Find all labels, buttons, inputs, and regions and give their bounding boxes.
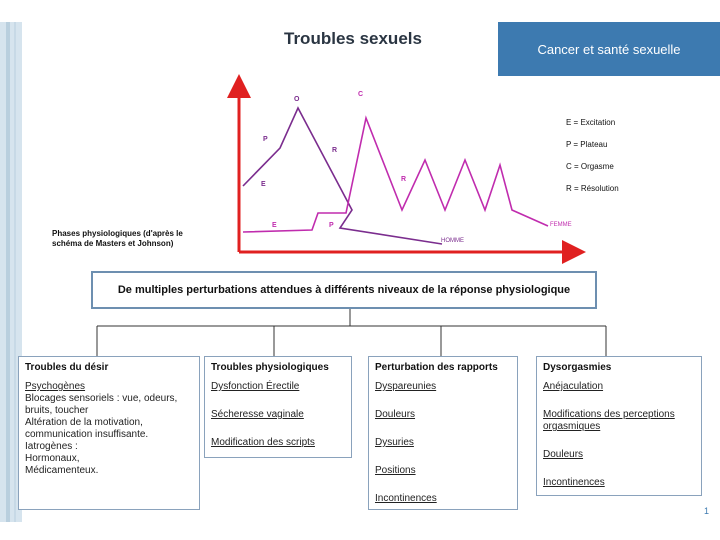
banner-text: De multiples perturbations attendues à différents niveaux de la réponse physiologique [117,284,571,296]
column-item: Positions [375,465,416,476]
header-box-label: Cancer et santé sexuelle [537,41,681,57]
banner [91,271,597,309]
curve-label-p2: P [329,222,334,229]
phase-label: Phases physiologiques (d'après le schéma de Masters et Johnson) [52,229,183,248]
curve-label-e1: E [261,181,266,188]
legend-item: E = Excitation [566,118,616,127]
column-desire [18,356,200,510]
column-item: Hormonaux, [25,453,80,464]
column-title: Perturbation des rapports [375,362,498,373]
curve-label-o: O [294,96,300,103]
curve-label-c: C [358,91,364,98]
column-item: Modification des scripts [211,437,315,448]
column-item: Iatrogènes : [25,441,78,452]
column-physio [204,356,352,458]
column-title: Troubles du désir [25,362,109,373]
page-number: 1 [704,506,710,516]
column-item: Douleurs [375,409,416,420]
column-item: Psychogènes [25,381,86,392]
column-item: Douleurs [543,449,584,460]
curve-label-r1: R [332,147,338,154]
column-item: Dyspareunies [375,381,437,392]
column-item: Altération de la motivation, communication insuffisante. [25,417,149,440]
curve-label-r2: R [401,176,407,183]
curve-label-femme: FEMME [550,222,572,228]
female-curve [243,118,548,232]
slide-title: Troubles sexuels [284,29,422,48]
column-dysorgasmies [536,356,702,496]
column-item: Médicamenteux. [25,465,99,476]
legend-item: R = Résolution [566,184,619,193]
column-title: Troubles physiologiques [211,362,329,373]
column-item: Incontinences [375,493,437,504]
legend [566,118,619,206]
column-item: Anéjaculation [543,381,604,392]
column-item: Modifications des perceptions orgasmiques [543,409,675,432]
column-rapports [368,356,518,510]
column-item: Incontinences [543,477,605,488]
column-item: Dysfonction Érectile [211,381,300,392]
column-item: Blocages sensoriels : vue, odeurs, bruits, toucher [25,393,178,416]
curve-label-homme: HOMME [441,238,464,244]
legend-item: P = Plateau [566,140,608,149]
legend-item: C = Orgasme [566,162,614,171]
column-title: Dysorgasmies [543,362,612,373]
curve-label-p1: P [263,136,268,143]
curve-label-e2: E [272,222,277,229]
column-item: Dysuries [375,437,414,448]
column-item: Sécheresse vaginale [211,409,304,420]
